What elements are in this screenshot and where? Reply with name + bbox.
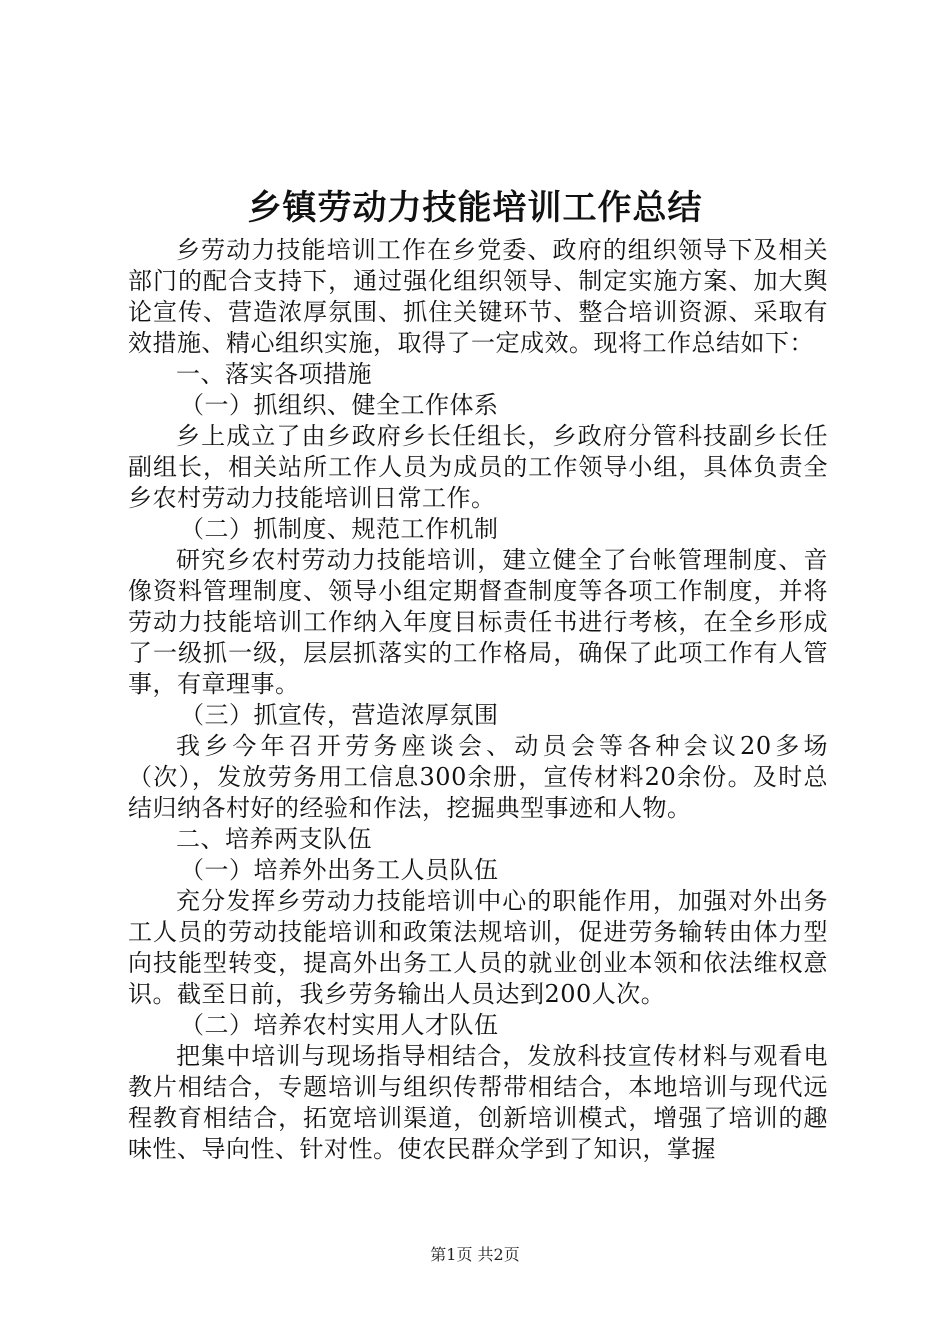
section-heading-1: 一、落实各项措施 [176,360,372,388]
paragraph-migrant-workers: 充分发挥乡劳动力技能培训中心的职能作用，加强对外出务工人员的劳动技能培训和政策法规培训，促进劳务输转由体力型向技能型转变，提高外出务工人员的就业创业本领和依法维权意识。截至日前，我乡劳务输出人员达到200人次。 [128,887,828,1008]
paragraph-system: 研究乡农村劳动力技能培训，建立健全了台帐管理制度、音像资料管理制度、领导小组定期督查制度等各项工作制度，并将劳动力技能培训工作纳入年度目标责任书进行考核，在全乡形成了一级抓一级，层层抓落实的工作格局，确保了此项工作有人管事，有章理事。 [128,546,828,698]
section-heading-2: 二、培养两支队伍 [176,825,372,853]
page-footer: 第1页 共2页 [430,1245,520,1264]
subsection-heading-2-1: （一）培养外出务工人员队伍 [180,856,499,884]
paragraph-publicity: 我乡今年召开劳务座谈会、动员会等各种会议20多场（次），发放劳务用工信息300余册，宣传材料20余份。及时总结归纳各村好的经验和作法，挖掘典型事迹和人物。 [128,732,828,822]
paragraph-organization: 乡上成立了由乡政府乡长任组长，乡政府分管科技副乡长任副组长，相关站所工作人员为成员的工作领导小组，具体负责全乡农村劳动力技能培训日常工作。 [128,422,828,512]
paragraph-rural-talent: 把集中培训与现场指导相结合，发放科技宣传材料与观看电教片相结合，专题培训与组织传帮带相结合，本地培训与现代远程教育相结合，拓宽培训渠道，创新培训模式，增强了培训的趣味性、导向性、针对性。使农民群众学到了知识，掌握 [128,1042,828,1163]
subsection-heading-1-2: （二）抓制度、规范工作机制 [180,515,499,543]
document-body [128,235,828,1165]
subsection-heading-1-1: （一）抓组织、健全工作体系 [180,391,499,419]
subsection-heading-1-3: （三）抓宣传，营造浓厚氛围 [180,701,499,729]
document-title: 乡镇劳动力技能培训工作总结 [247,188,703,228]
subsection-heading-2-2: （二）培养农村实用人才队伍 [180,1011,499,1039]
intro-paragraph: 乡劳动力技能培训工作在乡党委、政府的组织领导下及相关部门的配合支持下，通过强化组织领导、制定实施方案、加大舆论宣传、营造浓厚氛围、抓住关键环节、整合培训资源、采取有效措施、精心组织实施，取得了一定成效。现将工作总结如下： [128,236,828,357]
